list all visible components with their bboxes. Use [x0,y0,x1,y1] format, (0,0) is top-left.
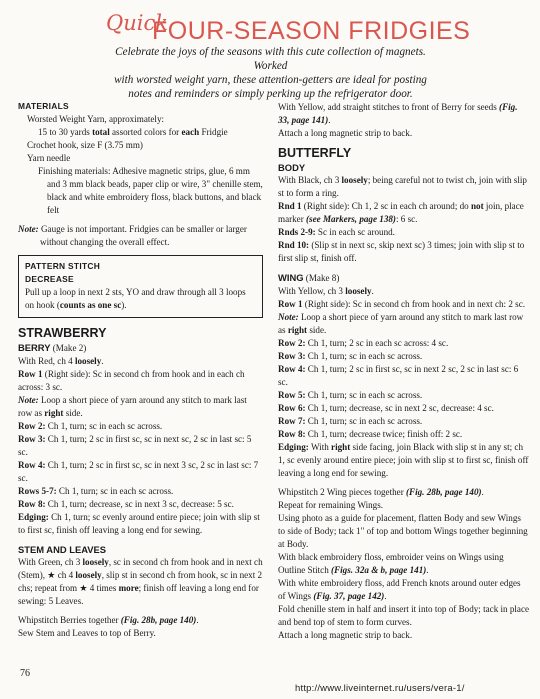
instruction: With Yellow, add straight stitches to front of Berry for seeds (Fig. 33, page 141). [278,102,518,125]
pattern-stitch-heading: PATTERN STITCH [25,261,101,271]
instruction: With Red, ch 4 loosely. [18,356,104,366]
instruction: Rnds 2-9: Sc in each sc around. [278,227,395,237]
instruction: Row 8: Ch 1, turn; decrease twice; finish off: 2 sc. [278,429,463,439]
materials-heading: MATERIALS [18,101,69,111]
title-main: FOUR-SEASON FRIDGIES [152,17,471,45]
intro-line-3: notes and reminders or simply perking up the refrigerator door. [128,88,413,100]
instruction: Row 3: Ch 1, turn; 2 sc in first sc, sc in next sc, 2 sc in last sc: 5 sc. [18,434,252,457]
gauge-note: Note: Gauge is not important. Fridgies can be smaller or larger without changing the overall effect. [18,224,247,247]
instruction: With Black, ch 3 loosely; being careful not to twist ch, join with slip st to form a ring. [278,175,527,198]
instruction: Row 4: Ch 1, turn; 2 sc in first sc, sc in next 2 sc, 2 sc in last sc: 6 sc. [278,364,519,387]
instruction: Row 1 (Right side): Sc in second ch from hook and in each ch across: 3 sc. [18,369,245,392]
left-column [18,100,263,640]
instruction: Attach a long magnetic strip to back. [278,128,413,138]
instruction: With white embroidery floss, add French knots around outer edges of Wings (Fig. 37, page 142). [278,578,521,601]
intro-line-1: Celebrate the joys of the seasons with this cute collection of magnets. Worked [115,46,426,72]
instruction: Using photo as a guide for placement, flatten Body and sew Wings to side of Body; tack 1" of top and bottom Wings together beginning at Body. [278,513,528,549]
butterfly-heading: BUTTERFLY [278,146,352,160]
instruction: Row 7: Ch 1, turn; sc in each sc across. [278,416,423,426]
instruction: Edging: With right side facing, join Black with slip st in any st; ch 1, sc evenly around entire piece; join with slip st to first sc, finish off leaving a long end for sewing. [278,442,529,478]
page-number: 76 [20,668,30,679]
instruction: Note: Loop a short piece of yarn around any stitch to mark last row as right side. [18,395,247,418]
instruction: Whipstitch Berries together (Fig. 28b, page 140). [18,615,199,625]
instruction: Row 3: Ch 1, turn; sc in each sc across. [278,351,423,361]
body-heading: BODY [278,162,306,173]
materials-line: Yarn needle [27,153,71,163]
instruction: Row 2: Ch 1, turn; 2 sc in each sc across: 4 sc. [278,338,449,348]
instruction: Row 1 (Right side): Sc in second ch from hook and in next ch: 2 sc. [278,299,526,309]
intro-line-2: with worsted weight yarn, these attention-getters are ideal for posting [114,74,427,86]
instruction: Row 8: Ch 1, turn; decrease, sc in next 3 sc, decrease: 5 sc. [18,499,234,509]
strawberry-heading: STRAWBERRY [18,326,107,340]
instruction: Edging: Ch 1, turn; sc evenly around entire piece; join with slip st to first sc, finish off leaving a long end for sewing. [18,512,260,535]
instruction: Row 2: Ch 1, turn; sc in each sc across. [18,421,163,431]
instruction: Row 4: Ch 1, turn; 2 sc in first sc, sc in next 3 sc, 2 sc in last sc: 7 sc. [18,460,259,483]
materials-line: Finishing materials: Adhesive magnetic strips, glue, 6 mm and 3 mm black beads, paper clip or wire, 3" chenille stem, black and white embroidery floss, black buttons, and black felt [38,166,263,215]
instruction: Attach a long magnetic strip to back. [278,630,413,640]
berry-heading: BERRY (Make 2) [18,342,87,353]
wing-heading: WING (Make 8) [278,272,340,283]
materials-line: Worsted Weight Yarn, approximately: [27,114,165,124]
title-script: Quick [106,11,168,35]
pattern-stitch-box [18,255,263,318]
instruction: With Green, ch 3 loosely, sc in second ch from hook and in next ch (Stem), ★ ch 4 loosely, slip st in second ch from hook, sc in next 2 chs; repeat from ★ 4 times more; finish off leaving a long end for sewing: 5 Leaves. [18,557,263,606]
intro-paragraph [98,45,443,101]
source-url: http://www.liveinternet.ru/users/vera-1/ [295,683,465,694]
instruction: Repeat for remaining Wings. [278,500,384,510]
instruction: Whipstitch 2 Wing pieces together (Fig. 28b, page 140). [278,487,484,497]
decrease-heading: DECREASE [25,274,74,284]
decrease-text: Pull up a loop in next 2 sts, YO and draw through all 3 loops on hook (counts as one sc). [25,287,246,310]
instruction: Fold chenille stem in half and insert it into top of Body; tack in place and bend top of stem to form curves. [278,604,530,627]
materials-line: 15 to 30 yards total assorted colors for each Fridgie [38,127,228,137]
instruction: Rnd 1 (Right side): Ch 1, 2 sc in each ch around; do not join, place marker (see Markers, page 138): 6 sc. [278,201,524,224]
instruction: Row 5: Ch 1, turn; sc in each sc across. [278,390,423,400]
instruction: Rows 5-7: Ch 1, turn; sc in each sc across. [18,486,174,496]
instruction: Rnd 10: (Slip st in next sc, skip next sc) 3 times; join with slip st to first slip st, finish off. [278,240,525,263]
instruction: With black embroidery floss, embroider veins on Wings using Outline Stitch (Figs. 32a & b, page 141). [278,552,504,575]
instruction: Row 6: Ch 1, turn; decrease, sc in next 2 sc, decrease: 4 sc. [278,403,494,413]
page-title [0,8,540,48]
instruction: Note: Loop a short piece of yarn around any stitch to mark last row as right side. [278,312,524,335]
materials-line: Crochet hook, size F (3.75 mm) [27,140,143,150]
instruction: Sew Stem and Leaves to top of Berry. [18,628,156,638]
instruction: With Yellow, ch 3 loosely. [278,286,374,296]
stem-heading: STEM AND LEAVES [18,544,107,555]
right-column [278,101,530,642]
